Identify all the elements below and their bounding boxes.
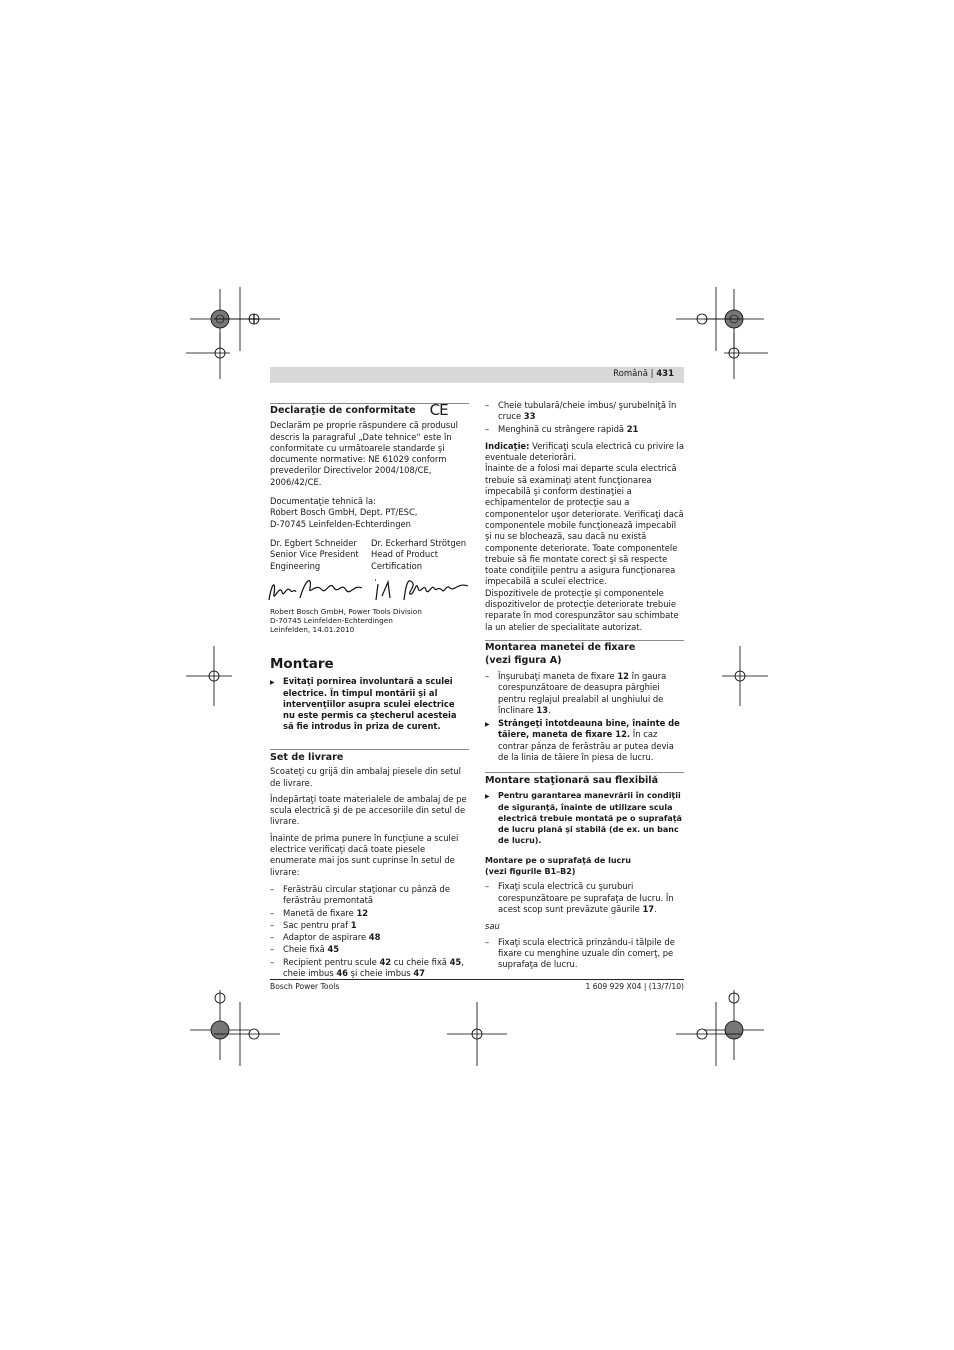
maneta-title: Montarea manetei de fixare (vezi figura A) xyxy=(485,642,636,666)
left-column-top xyxy=(270,401,469,572)
list-item: – Recipient pentru scule 42 cu cheie fixă 45, cheie imbus 46 şi cheie imbus 47 xyxy=(270,957,469,980)
list-item: – Cheie tubulară/cheie imbus/ şurubelniţă în cruce 33 xyxy=(485,400,684,423)
stationar-warning: ▶ Pentru garantarea manevrării în condiţii de siguranţă, înainte de utilizare scula electrică trebuie montată pe o suprafaţă de lucru plană şi stabilă (de ex. un banc de lucru). xyxy=(485,790,684,846)
list-item: – Menghină cu strângere rapidă 21 xyxy=(485,424,684,435)
list-item: – Ferăstrău circular staţionar cu pânză de ferăstrău premontată xyxy=(270,884,469,907)
list-item: – Fixaţi scula electrică cu şuruburi corespunzătoare pe suprafaţa de lucru. În acest scop sunt prevăzute găurile 17. xyxy=(485,881,684,915)
registration-mark-top-right-3 xyxy=(694,313,774,393)
ce-mark-icon: CE xyxy=(429,401,448,419)
set-livrare-section xyxy=(270,752,469,979)
signatory-2-dept: Certification xyxy=(371,560,423,571)
address-line-1: Robert Bosch GmbH, Power Tools Division xyxy=(270,607,422,616)
address-line-3: Leinfelden, 14.01.2010 xyxy=(270,625,355,634)
signatory-1-name: Dr. Egbert Schneider xyxy=(270,537,357,548)
page-header xyxy=(613,369,674,379)
address-line-2: D-70745 Leinfelden-Echterdingen xyxy=(270,616,393,625)
signature-left xyxy=(266,572,366,606)
signatory-1-dept: Engineering xyxy=(270,560,321,571)
set-livrare-p2: Îndepărtaţi toate materialele de ambalaj de pe scula electrică şi de pe accesoriile din setul de livrare. xyxy=(270,793,467,827)
registration-mark-bottom-left-2 xyxy=(214,994,294,1074)
list-item: – Cheie fixă 45 xyxy=(270,944,469,955)
registration-mark-mid-right xyxy=(700,636,780,716)
signatory-2-role: Head of Product xyxy=(371,549,439,560)
registration-mark-mid-left xyxy=(174,636,254,716)
maneta-section xyxy=(485,642,684,763)
subsection-title: Montare pe o suprafaţă de lucru (vezi figurile B1–B2) xyxy=(485,855,631,877)
tech-doc-line-3: D-70745 Leinfelden-Echterdingen xyxy=(270,518,411,529)
rule-stationar xyxy=(485,772,684,773)
header-separator: | xyxy=(650,369,654,379)
signature-right-text: i.V. Strötgen xyxy=(372,574,379,575)
header-language: Română xyxy=(613,369,648,379)
stationar-section xyxy=(485,775,684,970)
footer-rule xyxy=(270,979,684,980)
footer-right: 1 609 929 X04 | (13/7/10) xyxy=(585,982,684,991)
footer-left: Bosch Power Tools xyxy=(270,982,340,991)
note-label: Indicaţie: xyxy=(485,440,530,451)
stationar-title: Montare staţionară sau flexibilă xyxy=(485,775,659,786)
page-number: 431 xyxy=(656,369,674,379)
registration-mark-bottom-center xyxy=(437,994,517,1074)
registration-mark-bottom-right-2 xyxy=(662,994,742,1074)
note-paragraph: Indicaţie: Verificaţi scula electrică cu privire la eventuale deteriorări. xyxy=(485,440,684,463)
set-livrare-title: Set de livrare xyxy=(270,752,344,763)
rule-maneta xyxy=(485,640,684,641)
tech-doc-line-1: Documentaţie tehnică la: xyxy=(270,496,377,507)
page-header-bar xyxy=(270,367,684,383)
signature-left-text: ppa. Schneider xyxy=(266,572,274,573)
montare-title: Montare xyxy=(270,656,334,672)
note-paragraph-3: Dispozitivele de protecţie şi componentele dispozitivelor de protecţie deteriorate trebuie reparate în mod corespunzător sau schimbate la un atelier de specialitate autorizat. xyxy=(485,587,679,632)
sau-text: sau xyxy=(485,921,500,932)
montare-section xyxy=(270,656,469,738)
note-paragraph-2: Înainte de a folosi mai departe scula electrică trebuie să examinaţi atent funcţionarea impecabilă şi conform destinaţiei a echipamentelor de protecţie sau a componentelor uşor deteriorate. Verificaţi dacă componentele mobile funcţionează impecabil şi nu se blochează, sau dacă nu există componente deteriorate. Toate componentele trebuie să fie montate corect şi să respecte toate condiţiile pentru a asigura funcţionarea impecabilă a sculei electrice. xyxy=(485,463,684,587)
list-item: – Sac pentru praf 1 xyxy=(270,920,469,931)
rule-set-livrare xyxy=(270,749,469,750)
right-column-top xyxy=(485,400,684,638)
signature-right xyxy=(372,574,472,608)
set-livrare-p1: Scoateţi cu grijă din ambalaj piesele din setul de livrare. xyxy=(270,766,461,788)
montare-warning: ▶ Evitaţi pornirea involuntară a sculei electrice. În timpul montării şi al intervenţiilor asupra sculei electrice nu este permis ca ştecherul acesteia să fie introdus în priza de curent. xyxy=(270,676,469,732)
tech-doc-line-2: Robert Bosch GmbH, Dept. PT/ESC, xyxy=(270,507,418,518)
set-livrare-p3: Înainte de prima punere în funcţiune a sculei electrice verificaţi dacă toate piesele enumerate mai jos sunt cuprinse în setul de livrare: xyxy=(270,832,459,877)
signatory-2-name: Dr. Eckerhard Strötgen xyxy=(371,537,467,548)
maneta-warning: ▶ Strângeţi întotdeauna bine, înainte de tăiere, maneta de fixare 12. În caz contrar pânza de ferăstrău ar putea devia de la linia de tăiere în piesa de lucru. xyxy=(485,718,684,763)
list-item: – Manetă de fixare 12 xyxy=(270,908,469,919)
registration-mark-top-left-3 xyxy=(180,313,260,393)
signatory-1-role: Senior Vice President xyxy=(270,549,359,560)
list-item: – Adaptor de aspirare 48 xyxy=(270,932,469,943)
list-item: – Înşurubaţi maneta de fixare 12 în gaura corespunzătoare de deasupra pârghiei pentru reglajul prealabil al unghiului de înclinare 13. xyxy=(485,671,684,716)
bosch-address xyxy=(270,607,469,634)
declaration-title: Declaraţie de conformitate xyxy=(270,405,416,416)
declaration-text: Declarăm pe proprie răspundere că produsul descris la paragraful „Date tehnice“ este în conformitate cu următoarele standarde şi documente normative: NE 61029 conform prevederilor Directivelor 2004/108/CE, 2006/42/CE. xyxy=(270,420,458,487)
list-item: – Fixaţi scula electrică prinzându-i tălpile de fixare cu menghine uzuale din comerţ, pe suprafaţa de lucru. xyxy=(485,937,684,971)
